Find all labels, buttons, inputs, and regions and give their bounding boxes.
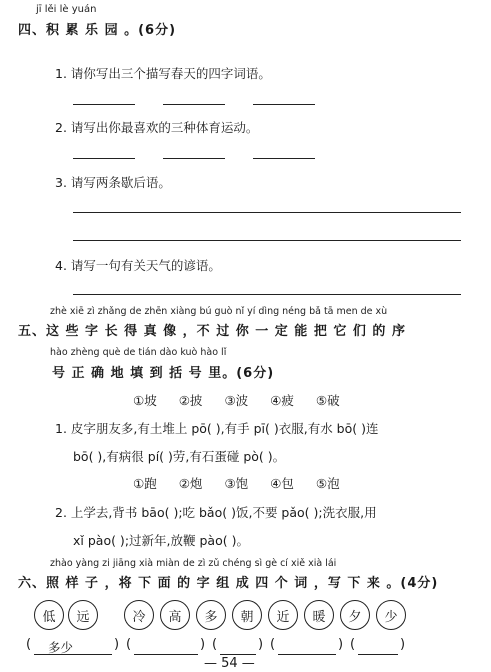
paren-close: ) bbox=[400, 637, 406, 652]
char-circle: 冷 bbox=[124, 600, 154, 630]
paren-close: ) bbox=[258, 637, 264, 652]
answer-blank[interactable] bbox=[358, 654, 398, 655]
option: ②炮 bbox=[178, 476, 203, 491]
option-row-1 bbox=[133, 391, 362, 409]
section5-title-2: 号 正 确 地 填 到 括 号 里。(6分) bbox=[52, 366, 275, 381]
exercise-line-1: 1. 皮字朋友多,有土堆上 pō( ),有手 pī( )衣服,有水 bō( )连 bbox=[55, 421, 379, 436]
section4-q2: 2. 请写出你最喜欢的三种体育运动。 bbox=[55, 120, 259, 135]
answer-line[interactable] bbox=[73, 240, 461, 241]
option: ①坡 bbox=[133, 393, 157, 408]
char-circle: 低 bbox=[34, 600, 64, 630]
option: ⑤破 bbox=[315, 393, 340, 408]
char-circle: 多 bbox=[196, 600, 226, 630]
page-number: — 54 — bbox=[204, 656, 255, 671]
paren-open: ( bbox=[212, 637, 218, 652]
char-circle: 少 bbox=[376, 600, 406, 630]
answer-blank[interactable] bbox=[220, 654, 256, 655]
char-circle: 远 bbox=[68, 600, 98, 630]
option: ⑤泡 bbox=[315, 476, 340, 491]
paren-open: ( bbox=[26, 637, 32, 652]
exercise-line-2: bō( ),有病很 pí( )劳,有石蛋碰 pò( )。 bbox=[73, 449, 286, 464]
char-circle: 暖 bbox=[304, 600, 334, 630]
char-circle: 近 bbox=[268, 600, 298, 630]
section5-pinyin-1: zhè xiē zì zhǎng de zhēn xiàng bú guò nǐ yí dìng néng bǎ tā men de xù bbox=[50, 306, 388, 317]
char-circle: 夕 bbox=[340, 600, 370, 630]
section4-q1: 1. 请你写出三个描写春天的四字词语。 bbox=[55, 66, 271, 81]
option: ③波 bbox=[224, 393, 249, 408]
section4-q4: 4. 请写一句有关天气的谚语。 bbox=[55, 258, 221, 273]
section5-pinyin-2: hào zhèng què de tián dào kuò hào lǐ bbox=[50, 347, 227, 358]
answer-line[interactable] bbox=[73, 212, 461, 213]
option: ②披 bbox=[178, 393, 203, 408]
section5-title-1: 五、这 些 字 长 得 真 像 ，不 过 你 一 定 能 把 它 们 的 序 bbox=[18, 324, 406, 339]
option: ①跑 bbox=[133, 476, 157, 491]
example-answer: 多少 bbox=[48, 640, 74, 655]
char-circle: 朝 bbox=[232, 600, 262, 630]
answer-blank[interactable] bbox=[278, 654, 336, 655]
section4-title: 四、积 累 乐 园 。(6分) bbox=[18, 23, 177, 38]
section4-q3: 3. 请写两条歇后语。 bbox=[55, 175, 171, 190]
option: ③饱 bbox=[224, 476, 249, 491]
exercise-line-4: xǐ pào( );过新年,放鞭 pào( )。 bbox=[73, 533, 249, 548]
exercise-line-3: 2. 上学去,背书 bāo( );吃 bǎo( )饭,不要 pǎo( );洗衣服,用 bbox=[55, 505, 377, 520]
answer-line[interactable] bbox=[73, 158, 135, 159]
answer-line[interactable] bbox=[163, 158, 225, 159]
paren-open: ( bbox=[126, 637, 132, 652]
paren-open: ( bbox=[350, 637, 356, 652]
answer-line[interactable] bbox=[253, 104, 315, 105]
paren-open: ( bbox=[270, 637, 276, 652]
section6-title: 六、照 样 子 ，将 下 面 的 字 组 成 四 个 词 ，写 下 来 。(4分) bbox=[18, 576, 439, 591]
section4-pinyin: jī lěi lè yuán bbox=[36, 4, 97, 15]
answer-line[interactable] bbox=[163, 104, 225, 105]
char-circle: 高 bbox=[160, 600, 190, 630]
paren-close: ) bbox=[200, 637, 206, 652]
answer-line[interactable] bbox=[73, 294, 461, 295]
paren-close: ) bbox=[114, 637, 120, 652]
answer-blank[interactable] bbox=[134, 654, 198, 655]
answer-line[interactable] bbox=[73, 104, 135, 105]
answer-blank[interactable] bbox=[34, 654, 112, 655]
answer-line[interactable] bbox=[253, 158, 315, 159]
paren-close: ) bbox=[338, 637, 344, 652]
section6-pinyin: zhào yàng zi jiāng xià miàn de zì zǔ chéng sì gè cí xiě xià lái bbox=[50, 558, 337, 569]
option-row-2 bbox=[133, 474, 362, 492]
option: ④疲 bbox=[270, 393, 294, 408]
option: ④包 bbox=[270, 476, 294, 491]
